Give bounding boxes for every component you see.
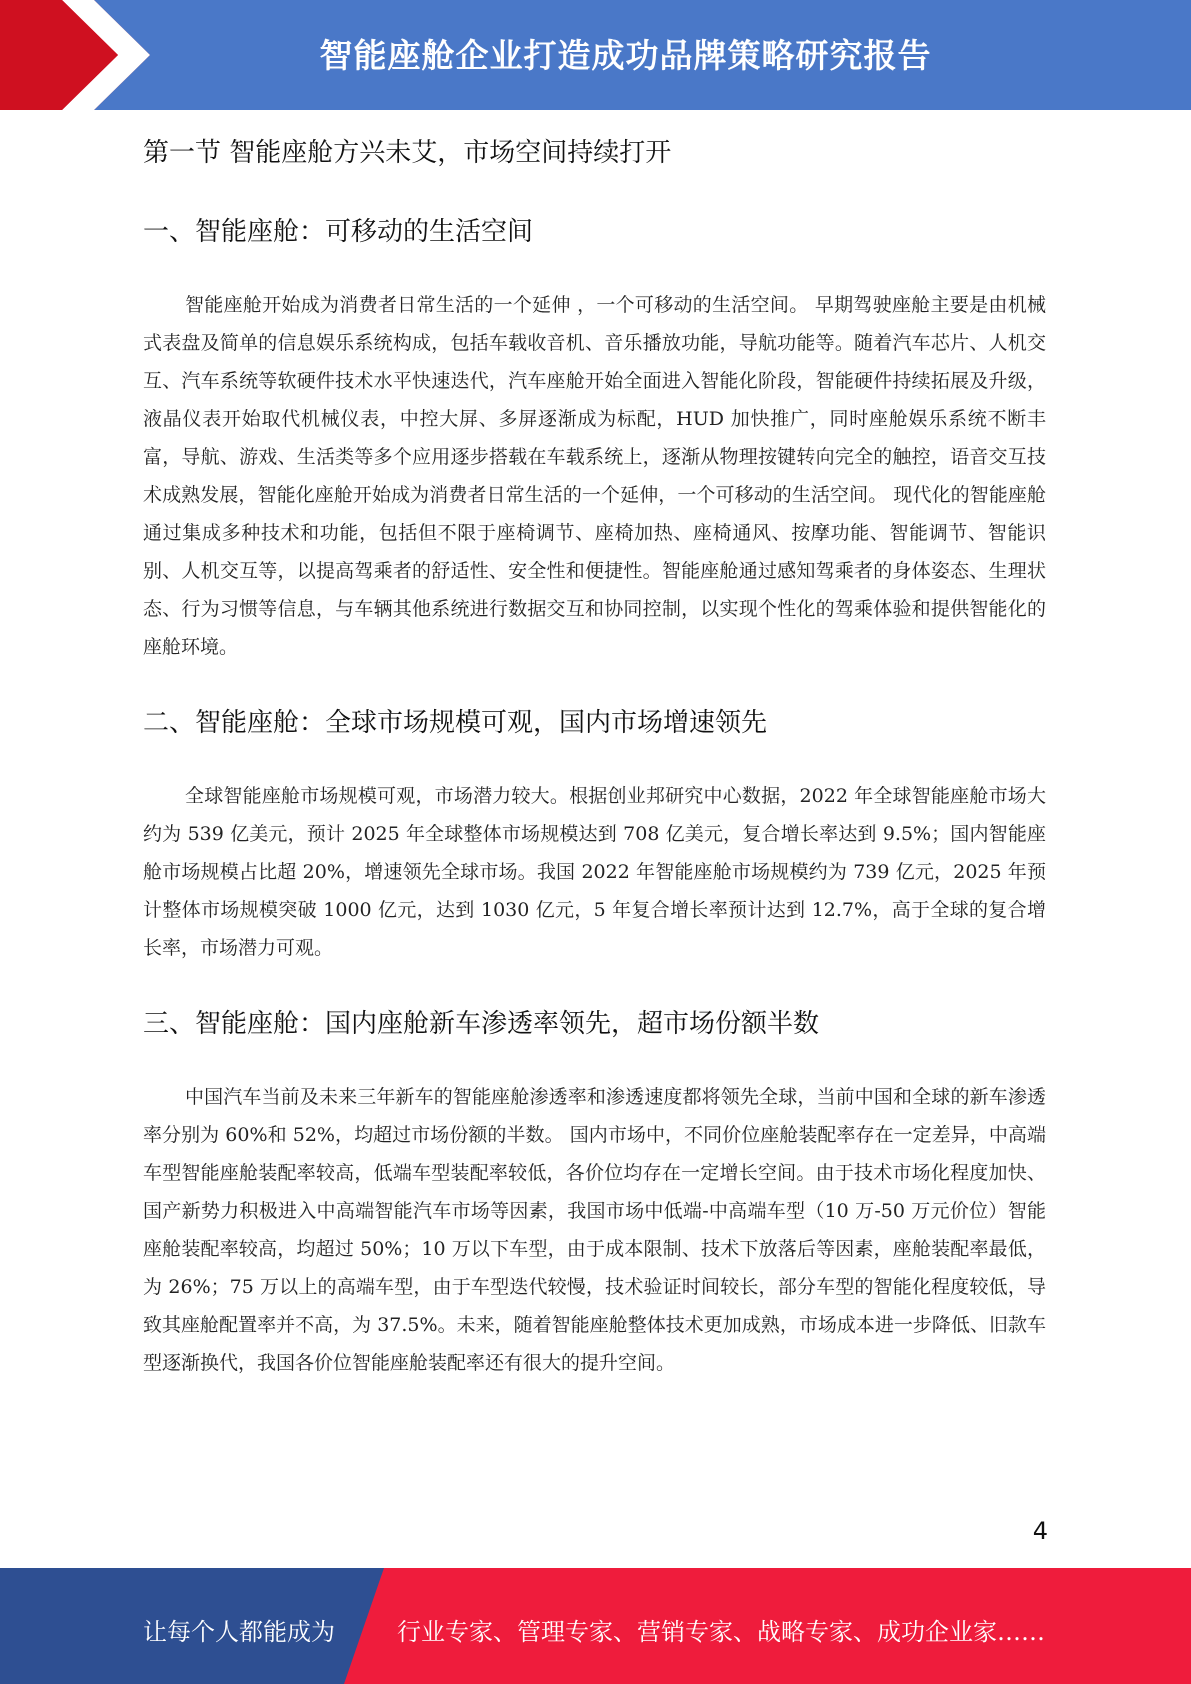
subsection-paragraph-2: 全球智能座舱市场规模可观，市场潜力较大。根据创业邦研究中心数据，2022 年全球智能座舱市场大约为 539 亿美元，预计 2025 年全球整体市场规模达到 708 亿美元，复合增长率达到 9.5%；国内智能座舱市场规模占比超 20%，增速领先全球市场。我国 2022 年智能座舱市场规模约为 739 亿元，2025 年预计整体市场规模突破 1000 亿元，达到 1030 亿元，5 年复合增长率预计达到 12.7%，高于全球的复合增长率，市场潜力可观。 (143, 785, 1046, 959)
page-footer (0, 1568, 1191, 1684)
page-number: 4 (1032, 1517, 1048, 1545)
subsection-paragraph-1: 智能座舱开始成为消费者日常生活的一个延伸 ，一个可移动的生活空间。 早期驾驶座舱主要是由机械式表盘及简单的信息娱乐系统构成，包括车载收音机、音乐播放功能，导航功能等。随着汽车芯片、人机交互、汽车系统等软硬件技术水平快速迭代，汽车座舱开始全面进入智能化阶段，智能硬件持续拓展及升级，液晶仪表开始取代机械仪表，中控大屏、多屏逐渐成为标配，HUD 加快推广，同时座舱娱乐系统不断丰富，导航、游戏、生活类等多个应用逐步搭载在车载系统上，逐渐从物理按键转向完全的触控，语音交互技术成熟发展，智能化座舱开始成为消费者日常生活的一个延伸，一个可移动的生活空间。 现代化的智能座舱通过集成多种技术和功能，包括但不限于座椅调节、座椅加热、座椅通风、按摩功能、智能调节、智能识别、人机交互等，以提高驾乘者的舒适性、安全性和便捷性。智能座舱通过感知驾乘者的身体姿态、生理状态、行为习惯等信息，与车辆其他系统进行数据交互和协同控制，以实现个性化的驾乘体验和提供智能化的座舱环境。 (143, 294, 1046, 658)
report-title: 智能座舱企业打造成功品牌策略研究报告 (319, 36, 932, 75)
page-content (143, 130, 1046, 1404)
subsection-paragraph-3: 中国汽车当前及未来三年新车的智能座舱渗透率和渗透速度都将领先全球，当前中国和全球的新车渗透率分别为 60%和 52%，均超过市场份额的半数。 国内市场中，不同价位座舱装配率存在一定差异，中高端车型智能座舱装配率较高，低端车型装配率较低，各价位均存在一定增长空间。由于技术市场化程度加快、国产新势力积极进入中高端智能汽车市场等因素，我国市场中低端-中高端车型（10 万-50 万元价位）智能座舱装配率较高，均超过 50%；10 万以下车型，由于成本限制、技术下放落后等因素，座舱装配率最低，为 26%；75 万以上的高端车型，由于车型迭代较慢，技术验证时间较长，部分车型的智能化程度较低，导致其座舱配置率并不高，为 37.5%。未来，随着智能座舱整体技术更加成熟，市场成本进一步降低、旧款车型逐渐换代，我国各价位智能座舱装配率还有很大的提升空间。 (143, 1086, 1046, 1374)
subsection-heading-3: 三、智能座舱：国内座舱新车渗透率领先，超市场份额半数 (143, 1009, 820, 1039)
footer-slogan-right: 行业专家、管理专家、营销专家、战略专家、成功企业家…… (397, 1618, 1045, 1646)
footer-slogan-left: 让每个人都能成为 (143, 1618, 335, 1646)
section-title: 第一节 智能座舱方兴未艾，市场空间持续打开 (143, 138, 672, 168)
page-header (0, 0, 1191, 110)
subsection-heading-2: 二、智能座舱：全球市场规模可观，国内市场增速领先 (143, 708, 768, 738)
subsection-heading-1: 一、智能座舱：可移动的生活空间 (143, 217, 534, 247)
